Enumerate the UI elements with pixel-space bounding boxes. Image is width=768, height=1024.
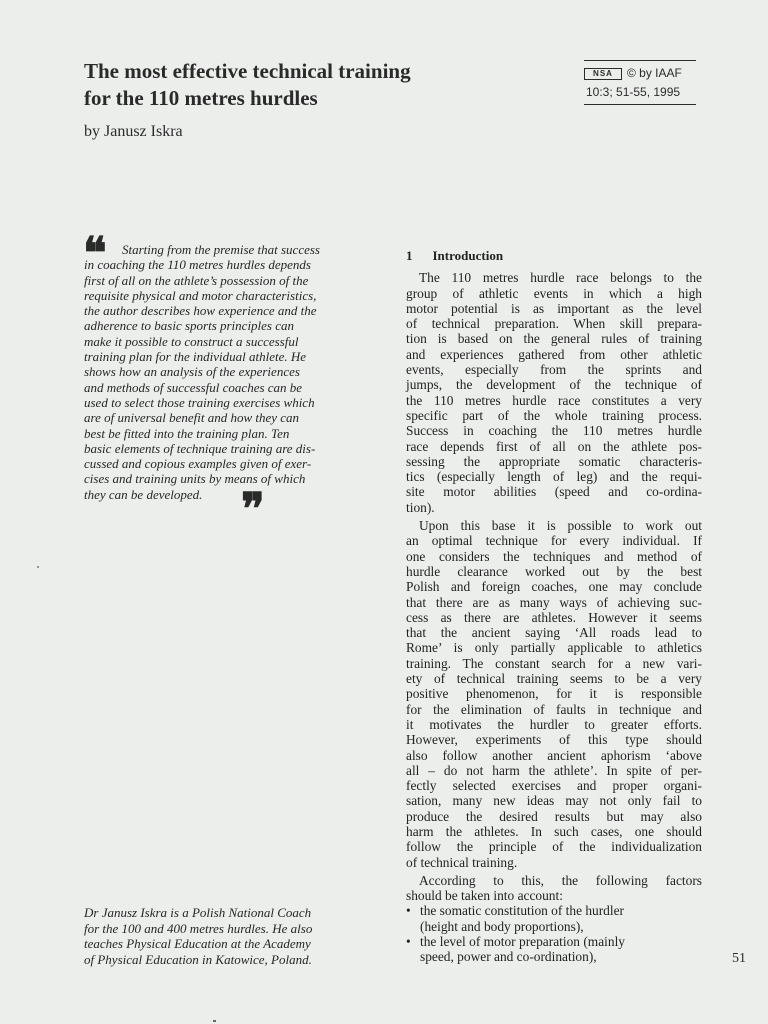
text-line: However, experiments of this type should	[406, 732, 702, 748]
abstract	[84, 242, 384, 502]
text-line: fectly selected exercises and proper organi-	[406, 778, 702, 794]
paragraph	[406, 518, 702, 870]
text-line: the level of motor preparation (mainly	[420, 934, 625, 950]
text-line: Success in coaching the 110 metres hurdle	[406, 423, 702, 439]
text-line: also follow another ancient aphorism ‘above	[406, 747, 702, 763]
text-line: one considers the techniques and method of	[406, 548, 702, 564]
paragraph	[406, 873, 702, 904]
close-quote-icon: ❞	[241, 484, 265, 535]
text-line: tion).	[406, 499, 435, 515]
text-line: motor potential is as important as the level	[406, 300, 702, 316]
text-line: ety of technical training seems to be a very	[406, 671, 702, 687]
open-quote-icon: ❝	[83, 228, 107, 279]
title-line: for the 110 metres hurdles	[84, 86, 318, 110]
author-bio	[84, 905, 384, 967]
text-line: make it possible to construct a successful	[84, 333, 299, 349]
list-item	[406, 934, 702, 965]
citation: 10:3; 51-55, 1995	[586, 85, 681, 99]
nsa-logo-icon: NSA	[584, 68, 622, 80]
text-line: an optimal technique for every individual. If	[406, 533, 702, 549]
text-line: shows how an analysis of the experiences	[84, 364, 300, 380]
text-line: Rome’ is only partially applicable to athletics	[406, 640, 702, 656]
text-line: events, especially from the sprints and	[406, 362, 702, 378]
text-line: of Physical Education in Katowice, Poland.	[84, 951, 312, 967]
text-line: Upon this base it is possible to work out	[419, 518, 702, 534]
text-line: the author describes how experience and the	[84, 303, 317, 319]
text-line: follow the principle of the individualization	[406, 839, 702, 855]
text-line: cussed and copious examples given of exer-	[84, 456, 312, 472]
text-line: specific part of the whole training process.	[406, 407, 702, 423]
text-line: harm the athletes. In such cases, one should	[406, 823, 702, 839]
text-line: they can be developed.	[84, 486, 203, 502]
text-line: Starting from the premise that success	[122, 242, 320, 257]
section-heading	[406, 248, 702, 263]
list-item	[406, 903, 702, 934]
text-line: training plan for the individual athlete. He	[84, 349, 307, 365]
text-line: teaches Physical Education at the Academy	[84, 936, 311, 951]
text-line: site motor abilities (speed and co-ordina-	[406, 484, 702, 500]
paragraph	[406, 270, 702, 515]
text-line: The 110 metres hurdle race belongs to the	[419, 270, 702, 286]
text-line: adherence to basic sports principles can	[84, 318, 295, 334]
text-line: sessing the appropriate somatic characteris-	[406, 453, 702, 469]
text-line: tics (especially length of leg) and the requi-	[406, 469, 702, 485]
text-line: and experiences gathered from other athletic	[406, 346, 702, 362]
text-line: in coaching the 110 metres hurdles depends	[84, 257, 311, 273]
text-line: cess as there are athletes. However it seems	[406, 609, 702, 625]
article-title	[84, 58, 554, 112]
text-line: Dr Janusz Iskra is a Polish National Coach	[84, 905, 312, 920]
text-line: and methods of successful coaches can be	[84, 379, 303, 395]
title-line: The most effective technical training	[84, 59, 411, 83]
text-line: of technical preparation. When skill prepara-	[406, 316, 702, 332]
text-line: best be fitted into the training plan. Ten	[84, 425, 290, 441]
text-line: requisite physical and motor characteristics,	[84, 287, 317, 303]
bullet-icon: •	[406, 903, 411, 919]
publication-info	[584, 60, 696, 105]
text-line: should be taken into account:	[406, 888, 563, 904]
text-line: (height and body proportions),	[420, 918, 584, 934]
text-line: Polish and foreign coaches, one may conclude	[406, 579, 702, 595]
text-line: tion is based on the general rules of training	[406, 331, 702, 347]
text-line: According to this, the following factors	[419, 872, 702, 888]
section-number: 1	[406, 248, 413, 263]
text-line: training. The constant search for a new vari-	[406, 655, 702, 671]
text-line: for the elimination of faults in technique and	[406, 701, 702, 717]
scan-speck	[37, 566, 39, 568]
text-line: group of athletic events in which a high	[406, 285, 702, 301]
byline: by Janusz Iskra	[84, 123, 183, 140]
scan-speck	[213, 1020, 216, 1022]
body-column	[406, 248, 702, 965]
text-line: hurdle clearance worked out by the best	[406, 563, 702, 579]
text-line: are of universal benefit and how they can	[84, 410, 300, 426]
text-line: it motivates the hurdler to greater efforts.	[406, 716, 702, 732]
text-line: sation, many new ideas may not only fail to	[406, 793, 702, 809]
copyright: © by IAAF	[627, 66, 682, 80]
text-line: the 110 metres hurdle race constitutes a very	[406, 392, 702, 408]
text-line: that the ancient saying ‘All roads lead to	[406, 625, 702, 641]
text-line: the somatic constitution of the hurdler	[420, 903, 624, 919]
text-line: produce the desired results but may also	[406, 808, 702, 824]
section-title: Introduction	[432, 248, 504, 263]
bullet-icon: •	[406, 934, 411, 950]
text-line: all – do not harm the athlete’. In spite of per-	[406, 762, 702, 778]
text-line: of technical training.	[406, 854, 518, 870]
text-line: basic elements of technique training are dis-	[84, 440, 316, 456]
text-line: race depends first of all on the athlete pos-	[406, 438, 702, 454]
text-line: first of all on the athlete’s possession of the	[84, 272, 309, 288]
text-line: used to select those training exercises which	[84, 394, 315, 410]
text-line: positive phenomenon, for it is responsible	[406, 686, 702, 702]
text-line: that there are as many ways of achieving suc-	[406, 594, 702, 610]
text-line: cises and training units by means of which	[84, 471, 306, 487]
text-line: jumps, the development of the technique of	[406, 377, 702, 393]
page-number: 51	[732, 951, 746, 966]
text-line: for the 100 and 400 metres hurdles. He also	[84, 920, 313, 936]
text-line: speed, power and co-ordination),	[420, 949, 597, 965]
